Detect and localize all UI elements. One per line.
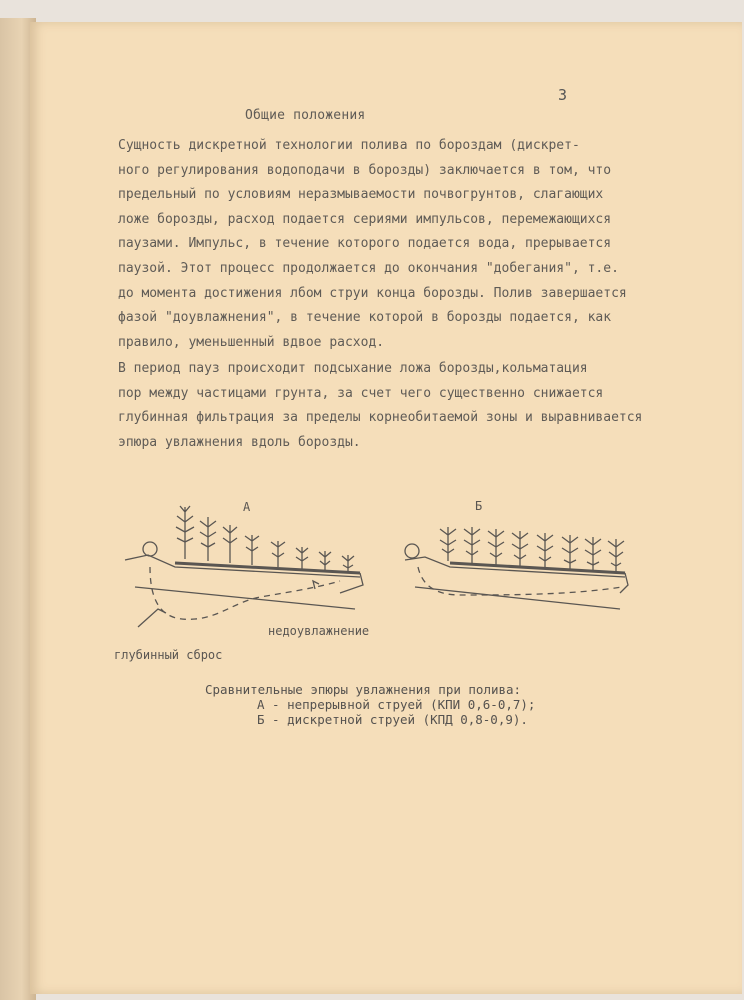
paragraph-line: фазой "доувлажнения", в течение которой в борозды подается, как (118, 310, 612, 326)
paragraph-line: ложе борозды, расход подается сериями импульсов, перемежающихся (118, 211, 612, 227)
deep-drain-arrow (138, 609, 166, 627)
water-source-b-icon (405, 544, 419, 558)
section-heading: Общие положения (245, 108, 366, 123)
deep-drain-label: глубинный сброс (114, 648, 223, 662)
paragraph-line: эпюра увлажнения вдоль борозды. (118, 434, 361, 450)
water-source-a-icon (143, 542, 157, 556)
diagram-svg (30, 477, 742, 677)
diagram-b-label: Б (475, 499, 483, 513)
paragraph-1 (118, 134, 670, 355)
paragraph-line: предельный по условиям неразмываемости почвогрунтов, слагающих (118, 187, 604, 203)
plants-a (176, 506, 354, 573)
under-moisture-label: недоувлажнение (268, 624, 370, 638)
ground-line-a (135, 587, 355, 609)
ground-line-b (415, 587, 620, 609)
caption-line: Сравнительные эпюры увлажнения при полива: (205, 682, 522, 697)
paragraph-line: правило, уменьшенный вдвое расход. (118, 334, 385, 350)
irrigation-diagram (30, 477, 742, 677)
diagram-a-label: А (243, 500, 251, 514)
document-page (30, 22, 742, 994)
paragraph-2 (118, 357, 670, 455)
caption-line: Б - дискретной струей (КПД 0,8-0,9). (257, 712, 528, 727)
paragraph-line: до момента достижения лбом струи конца борозды. Полив завершается (118, 285, 627, 301)
paragraph-line: пор между частицами грунта, за счет чего существенно снижается (118, 385, 604, 401)
page-number: 3 (558, 86, 568, 104)
paragraph-line: В период пауз происходит подсыхание ложа борозды,кольматация (118, 361, 588, 376)
caption-line: А - непрерывной струей (КПИ 0,6-0,7); (257, 697, 536, 712)
paragraph-line: глубинная фильтрация за пределы корнеобитаемой зоны и выравнивается (118, 410, 643, 426)
diagram-b (405, 527, 628, 609)
under-moisture-arrow (313, 581, 319, 589)
diagram-a (125, 506, 363, 627)
figure-caption (205, 682, 605, 727)
paragraph-line: ного регулирования водоподачи в борозды) заключается в том, что (118, 162, 612, 178)
paragraph-line: Сущность дискретной технологии полива по бороздам (дискрет- (118, 138, 580, 153)
paragraph-line: паузой. Этот процесс продолжается до окончания "добегания", т.е. (118, 260, 619, 276)
paragraph-line: паузами. Импульс, в течение которого подается вода, прерывается (118, 236, 612, 252)
furrow-end-b (620, 573, 628, 593)
